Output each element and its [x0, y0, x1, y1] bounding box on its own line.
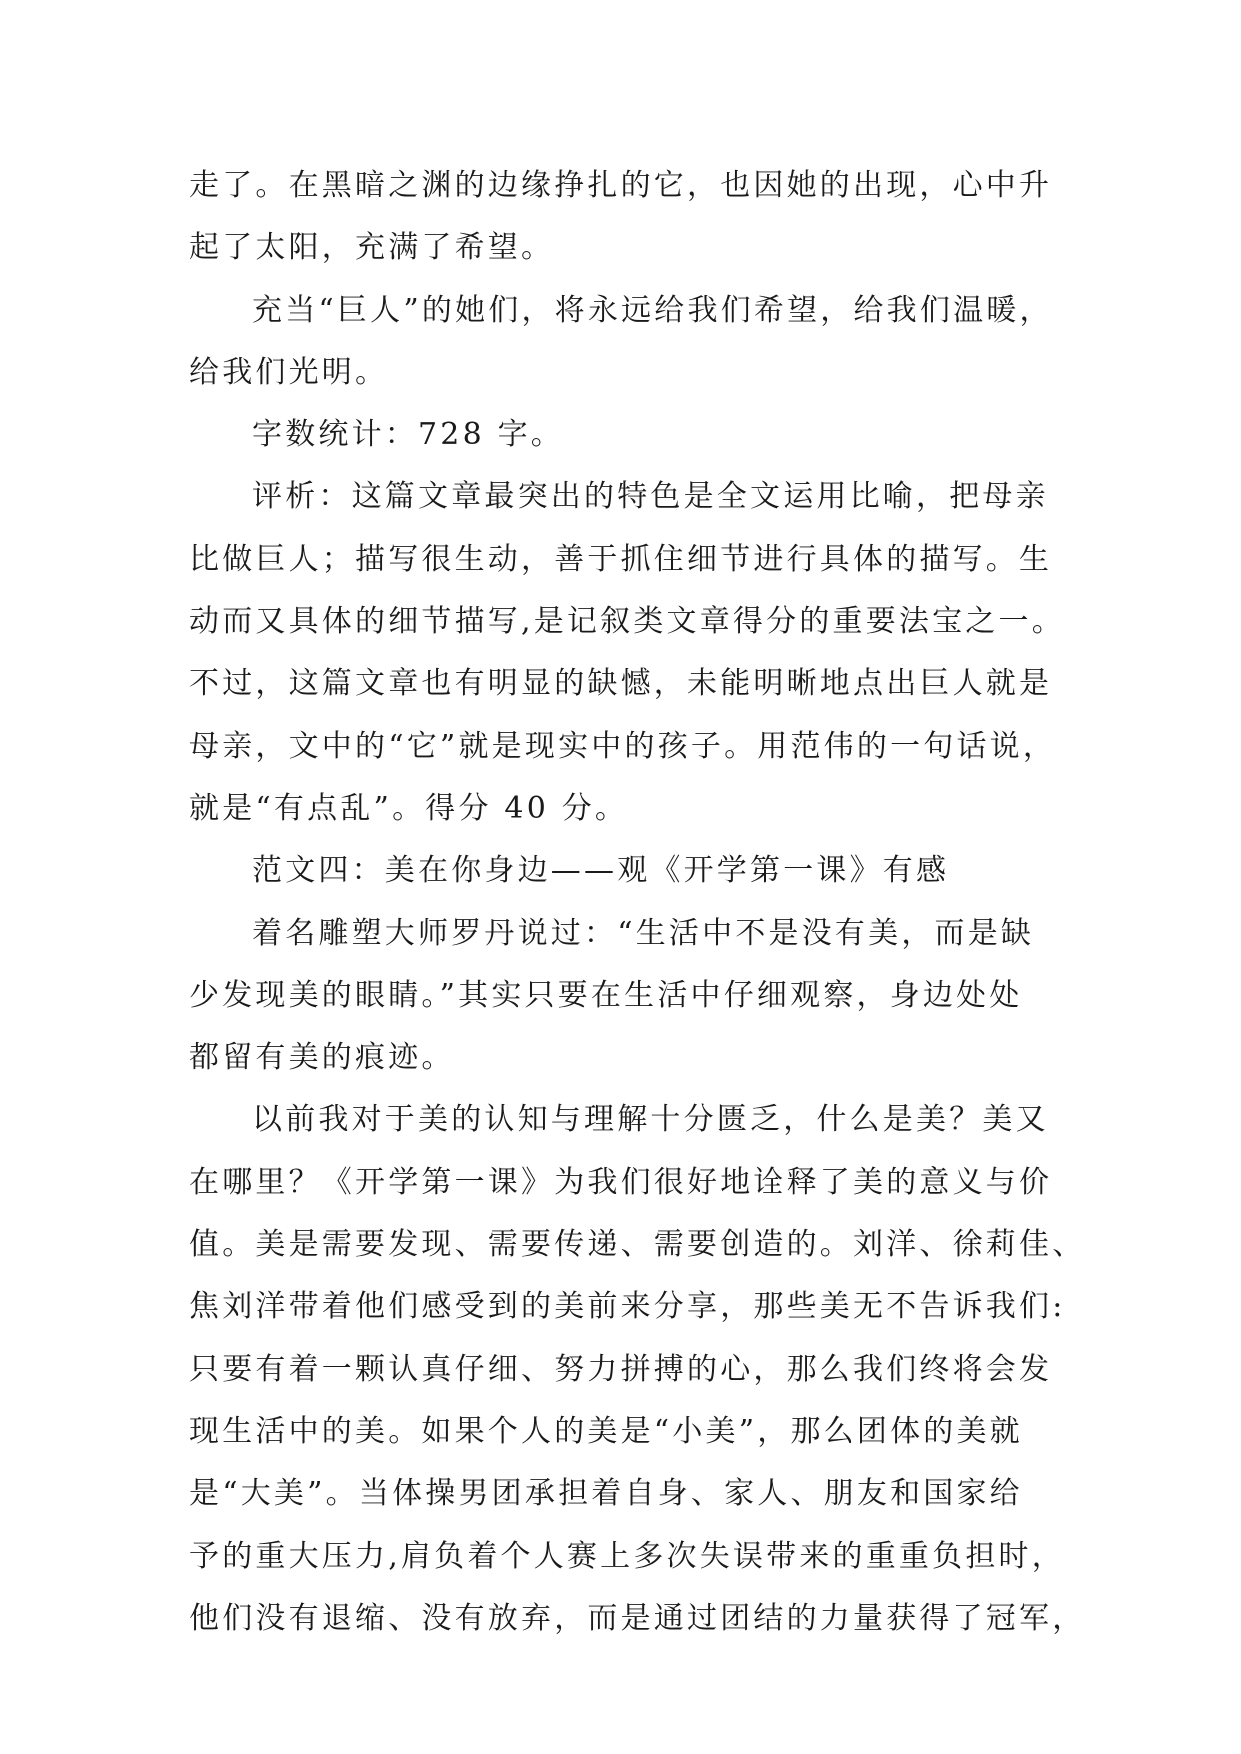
paragraph-first-line: 着名雕塑大师罗丹说过：“生活中不是没有美，而是缺 [252, 915, 1035, 951]
text-line: 就是“有点乱”。得分 40 分。 [189, 790, 629, 826]
paragraph-first-line: 充当“巨人”的她们，将永远给我们希望，给我们温暖， [252, 292, 1053, 328]
text-line: 在哪里？《开学第一课》为我们很好地诠释了美的意义与价 [189, 1164, 1053, 1200]
text-line: 值。美是需要发现、需要传递、需要创造的。刘洋、徐莉佳、 [189, 1227, 1086, 1263]
text-line: 不过，这篇文章也有明显的缺憾，未能明晰地点出巨人就是 [189, 666, 1053, 702]
text-line: 只要有着一颗认真仔细、努力拼搏的心，那么我们终将会发 [189, 1351, 1053, 1387]
paragraph-first-line: 以前我对于美的认知与理解十分匮乏，什么是美？美又 [252, 1102, 1049, 1138]
text-line: 比做巨人；描写很生动，善于抓住细节进行具体的描写。生 [189, 541, 1053, 577]
paragraph-first-line: 字数统计：728 字。 [252, 417, 564, 453]
text-line: 起了太阳，充满了希望。 [189, 230, 555, 266]
text-line: 是“大美”。当体操男团承担着自身、家人、朋友和国家给 [189, 1476, 1023, 1512]
text-line: 都留有美的痕迹。 [189, 1040, 455, 1076]
text-line: 动而又具体的细节描写,是记叙类文章得分的重要法宝之一。 [189, 604, 1065, 640]
text-line: 母亲，文中的“它”就是现实中的孩子。用范伟的一句话说， [189, 728, 1057, 764]
body-text [189, 162, 1086, 1657]
text-line: 焦刘洋带着他们感受到的美前来分享，那些美无不告诉我们: [189, 1289, 1066, 1325]
text-line: 走了。在黑暗之渊的边缘挣扎的它，也因她的出现，心中升 [189, 168, 1053, 203]
text-line: 少发现美的眼睛。”其实只要在生活中仔细观察，身边处处 [189, 977, 1023, 1013]
paragraph-first-line: 评析：这篇文章最突出的特色是全文运用比喻，把母亲 [252, 479, 1049, 515]
text-line: 现生活中的美。如果个人的美是“小美”，那么团体的美就 [189, 1413, 1023, 1449]
text-line: 给我们光明。 [189, 354, 389, 390]
text-line: 他们没有退缩、没有放弃，而是通过团结的力量获得了冠军， [189, 1600, 1086, 1636]
paragraph-first-line: 范文四：美在你身边——观《开学第一课》有感 [252, 853, 950, 889]
text-line: 予的重大压力,肩负着个人赛上多次失误带来的重重负担时， [189, 1538, 1065, 1574]
